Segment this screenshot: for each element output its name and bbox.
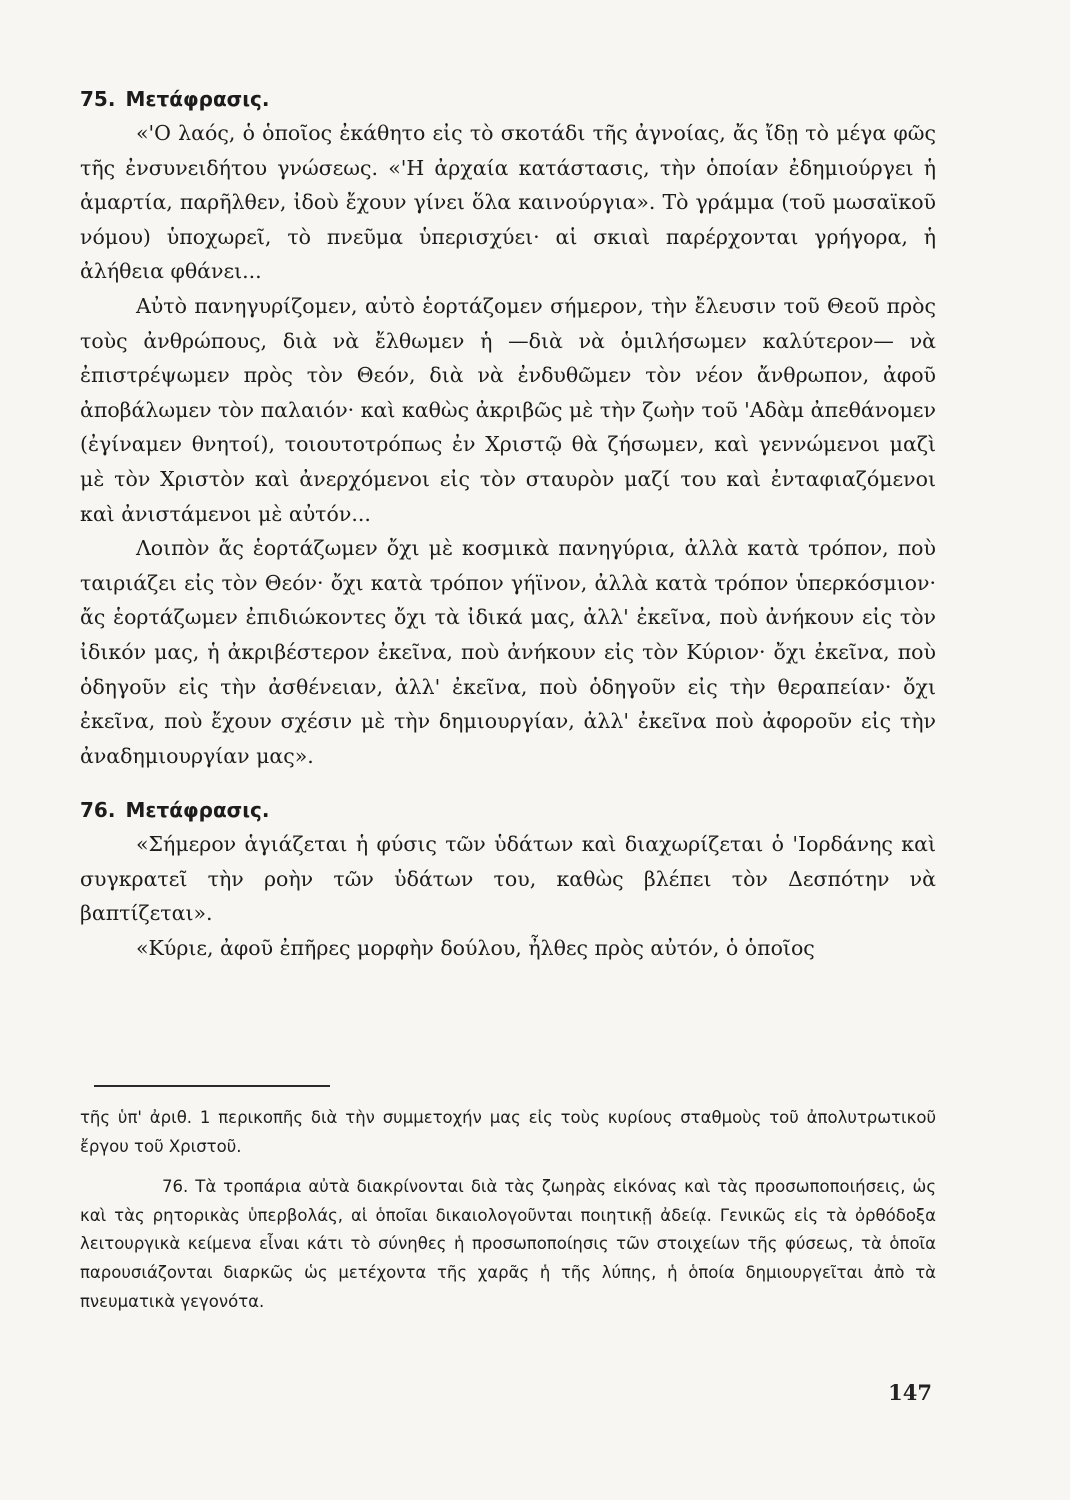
footnote-continuation: τῆς ὑπ' ἀριθ. 1 περικοπῆς διὰ τὴν συμμετοχήν μας εἰς τοὺς κυρίους σταθμοὺς τοῦ ἀπολυτρωτικοῦ ἔργου τοῦ Χριστοῦ.	[80, 1108, 936, 1156]
footnote-divider	[94, 1085, 330, 1087]
section-76-paragraph-2: «Κύριε, ἀφοῦ ἐπῆρες μορφὴν δούλου, ἦλθες πρὸς αὐτόν, ὁ ὁποῖος	[136, 936, 815, 961]
section-76-heading	[80, 793, 936, 827]
section-75-paragraph-1: «'Ο λαός, ὁ ὁποῖος ἐκάθητο εἰς τὸ σκοτάδι τῆς ἀγνοίας, ἄς ἴδῃ τὸ μέγα φῶς τῆς ἐνσυνειδήτου γνώσεως. «'Η ἀρχαία κατάστασις, τὴν ὁποίαν ἐδημιούργει ἡ ἁμαρτία, παρῆλθεν, ἰδοὺ ἔχουν γίνει ὅλα καινούργια». Τὸ γράμμα (τοῦ μωσαϊκοῦ νόμου) ὑποχωρεῖ, τὸ πνεῦμα ὑπερισχύει· αἱ σκιαὶ παρέρχονται γρήγορα, ἡ ἀλήθεια φθάνει...	[80, 121, 936, 284]
page-number: 147	[888, 1380, 932, 1405]
section-75-number: 75.	[80, 87, 116, 111]
main-text	[80, 82, 936, 966]
footnote-76	[80, 1173, 936, 1316]
section-76-paragraph-1: «Σήμερον ἁγιάζεται ἡ φύσις τῶν ὑδάτων καὶ διαχωρίζεται ὁ 'Ιορδάνης καὶ συγκρατεῖ τὴν ροὴν τῶν ὑδάτων του, καθὼς βλέπει τὸν Δεσπότην νὰ βαπτίζεται».	[80, 832, 936, 926]
section-75-title: Μετάφρασις.	[125, 87, 270, 111]
section-76-number: 76.	[80, 798, 116, 823]
section-75-paragraph-2: Αὐτὸ πανηγυρίζομεν, αὐτὸ ἑορτάζομεν σήμερον, τὴν ἔλευσιν τοῦ Θεοῦ πρὸς τοὺς ἀνθρώπους, διὰ νὰ ἔλθωμεν ἡ —διὰ νὰ ὁμιλήσωμεν καλύτερον— νὰ ἐπιστρέψωμεν πρὸς τὸν Θεόν, διὰ νὰ ἐνδυθῶμεν τὸν νέον ἄνθρωπον, ἀφοῦ ἀποβάλωμεν τὸν παλαιόν· καὶ καθὼς ἀκριβῶς μὲ τὴν ζωὴν τοῦ 'Αδὰμ ἀπεθάνομεν (ἐγίναμεν θνητοί), τοιουτοτρόπως ἐν Χριστῷ θὰ ζήσωμεν, καὶ γεννώμενοι μαζὶ μὲ τὸν Χριστὸν καὶ ἀνερχόμενοι εἰς τὸν σταυρὸν μαζί του καὶ ἐνταφιαζόμενοι καὶ ἀνιστάμενοι μὲ αὐτόν...	[80, 293, 936, 526]
footnote-76-label: 76.	[162, 1177, 189, 1197]
section-76-title: Μετάφρασις.	[125, 798, 270, 823]
section-75-heading	[80, 82, 936, 116]
section-spacer	[80, 773, 936, 793]
footnotes	[80, 1104, 936, 1316]
footnote-76-text: Τὰ τροπάρια αὐτὰ διακρίνονται διὰ τὰς ζωηρὰς εἰκόνας καὶ τὰς προσωποποιήσεις, ὡς καὶ τὰς ρητορικὰς ὑπερβολάς, αἱ ὁποῖαι δικαιολογοῦνται ποιητικῇ ἀδείᾳ. Γενικῶς εἰς τὰ ὀρθόδοξα λειτουργικὰ κείμενα εἶναι κάτι τὸ σύνηθες ἡ προσωποποίησις τῶν στοιχείων τῆς φύσεως, τὰ ὁποῖα παρουσιάζονται διαρκῶς ὡς μετέχοντα τῆς χαρᾶς ἡ τῆς λύπης, ἡ ὁποία δημιουργεῖται ἀπὸ τὰ πνευματικὰ γεγονότα.	[80, 1177, 937, 1311]
section-75-paragraph-3: Λοιπὸν ἄς ἑορτάζωμεν ὄχι μὲ κοσμικὰ πανηγύρια, ἀλλὰ κατὰ τρόπον, ποὺ ταιριάζει εἰς τὸν Θεόν· ὄχι κατὰ τρόπον γήϊνον, ἀλλὰ κατὰ τρόπον ὑπερκόσμιον· ἄς ἑορτάζωμεν ἐπιδιώκοντες ὄχι τὰ ἰδικά μας, ἀλλ' ἐκεῖνα, ποὺ ἀνήκουν εἰς τὸν ἰδικόν μας, ἡ ἀκριβέστερον ἐκεῖνα, ποὺ ἀνήκουν εἰς τὸν Κύριον· ὄχι ἐκεῖνα, ποὺ ὁδηγοῦν εἰς τὴν ἀσθένειαν, ἀλλ' ἐκεῖνα, ποὺ ὁδηγοῦν εἰς τὴν θεραπείαν· ὄχι ἐκεῖνα, ποὺ ἔχουν σχέσιν μὲ τὴν δημιουργίαν, ἀλλ' ἐκεῖνα ποὺ ἀφοροῦν εἰς τὴν ἀναδημιουργίαν μας».	[80, 536, 936, 768]
